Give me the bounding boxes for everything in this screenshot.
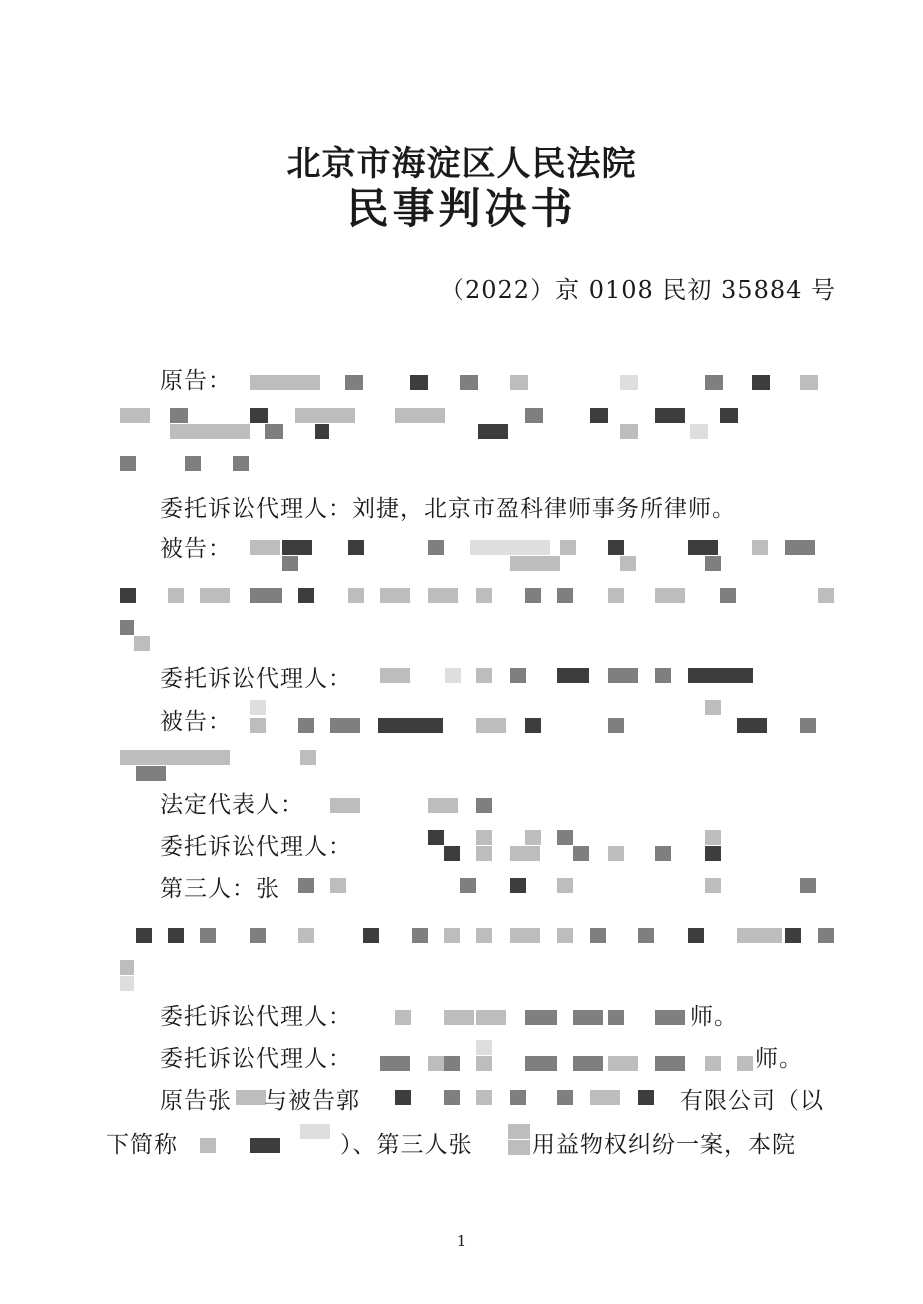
body-line2-mid: ）、第三人张 — [340, 1132, 473, 1158]
case-number: （2022）京 0108 民初 35884 号 — [440, 276, 837, 304]
page-number: 1 — [456, 1232, 467, 1250]
legal-rep-label: 法定代表人： — [160, 792, 304, 818]
third-party-agent1-label: 委托诉讼代理人： — [160, 1004, 352, 1030]
body-line1-mid: 与被告郭 — [264, 1088, 360, 1114]
defendant2-agent-label: 委托诉讼代理人： — [160, 834, 352, 860]
third-party-label: 第三人：张 — [160, 876, 280, 902]
body-line1-end: 有限公司（以 — [680, 1088, 824, 1114]
defendant1-label: 被告： — [160, 536, 232, 562]
plaintiff-agent: 委托诉讼代理人：刘捷，北京市盈科律师事务所律师。 — [160, 496, 736, 522]
defendant1-agent-label: 委托诉讼代理人： — [160, 666, 352, 692]
third-party-agent1-tail: 师。 — [690, 1004, 738, 1030]
body-line2-start: 下简称 — [106, 1132, 178, 1158]
court-name: 北京市海淀区人民法院 — [286, 144, 637, 184]
defendant2-label: 被告： — [160, 709, 232, 735]
document-type: 民事判决书 — [346, 184, 577, 233]
body-line1-start: 原告张 — [160, 1088, 232, 1114]
third-party-agent2-label: 委托诉讼代理人： — [160, 1046, 352, 1072]
body-line2-end: 用益物权纠纷一案，本院 — [532, 1132, 796, 1158]
plaintiff-label: 原告： — [160, 368, 232, 394]
third-party-agent2-tail: 师。 — [755, 1046, 803, 1072]
